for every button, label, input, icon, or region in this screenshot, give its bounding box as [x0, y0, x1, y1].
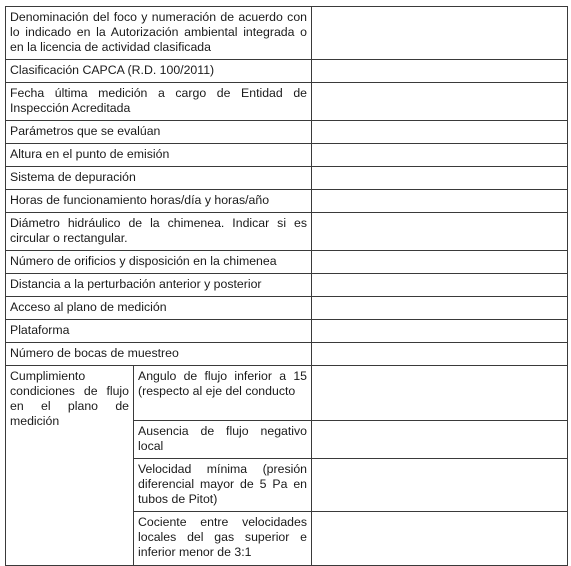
table-row	[6, 144, 568, 167]
row-label-last-measurement: Fecha última medición a cargo de Entidad de Inspección Acreditada	[6, 83, 312, 121]
form-table-container	[5, 6, 568, 566]
row-value-distance[interactable]	[312, 274, 568, 297]
table-row	[6, 121, 568, 144]
row-label-distance: Distancia a la perturbación anterior y posterior	[6, 274, 312, 297]
row-label-operating-hours: Horas de funcionamiento horas/día y horas/año	[6, 190, 312, 213]
row-label-focus-name: Denominación del foco y numeración de acuerdo con lo indicado en la Autorización ambiental integrada o en la licencia de actividad clasificada	[6, 7, 312, 60]
table-row	[6, 297, 568, 320]
row-value-orifices[interactable]	[312, 251, 568, 274]
flow-item-negative-label: Ausencia de flujo negativo local	[134, 421, 312, 459]
row-value-focus-name[interactable]	[312, 7, 568, 60]
flow-item-velocity-label: Velocidad mínima (presión diferencial mayor de 5 Pa en tubos de Pitot)	[134, 459, 312, 512]
table-row	[6, 366, 568, 421]
emission-focus-table	[5, 6, 568, 566]
table-row	[6, 7, 568, 60]
row-label-sampling-ports: Número de bocas de muestreo	[6, 343, 312, 366]
table-row	[6, 343, 568, 366]
row-value-platform[interactable]	[312, 320, 568, 343]
flow-item-velocity-value[interactable]	[312, 459, 568, 512]
row-value-sampling-ports[interactable]	[312, 343, 568, 366]
row-value-diameter[interactable]	[312, 213, 568, 251]
table-row	[6, 251, 568, 274]
flow-item-negative-value[interactable]	[312, 421, 568, 459]
flow-item-ratio-label: Cociente entre velocidades locales del gas superior e inferior menor de 3:1	[134, 512, 312, 566]
row-value-capca[interactable]	[312, 60, 568, 83]
row-value-access[interactable]	[312, 297, 568, 320]
table-row	[6, 167, 568, 190]
row-label-purification: Sistema de depuración	[6, 167, 312, 190]
row-label-parameters: Parámetros que se evalúan	[6, 121, 312, 144]
table-row	[6, 190, 568, 213]
flow-item-ratio-value[interactable]	[312, 512, 568, 566]
row-label-platform: Plataforma	[6, 320, 312, 343]
table-row	[6, 60, 568, 83]
flow-conditions-label: Cumplimiento condiciones de flujo en el plano de medición	[6, 366, 134, 566]
flow-item-angle-value[interactable]	[312, 366, 568, 421]
row-label-access: Acceso al plano de medición	[6, 297, 312, 320]
table-row	[6, 320, 568, 343]
row-value-purification[interactable]	[312, 167, 568, 190]
table-row	[6, 213, 568, 251]
row-value-operating-hours[interactable]	[312, 190, 568, 213]
row-value-height[interactable]	[312, 144, 568, 167]
row-value-parameters[interactable]	[312, 121, 568, 144]
row-label-height: Altura en el punto de emisión	[6, 144, 312, 167]
row-label-diameter: Diámetro hidráulico de la chimenea. Indicar si es circular o rectangular.	[6, 213, 312, 251]
row-label-orifices: Número de orificios y disposición en la chimenea	[6, 251, 312, 274]
table-row	[6, 83, 568, 121]
row-value-last-measurement[interactable]	[312, 83, 568, 121]
flow-item-angle-label: Angulo de flujo inferior a 15 (respecto al eje del conducto	[134, 366, 312, 421]
row-label-capca: Clasificación CAPCA (R.D. 100/2011)	[6, 60, 312, 83]
table-row	[6, 274, 568, 297]
